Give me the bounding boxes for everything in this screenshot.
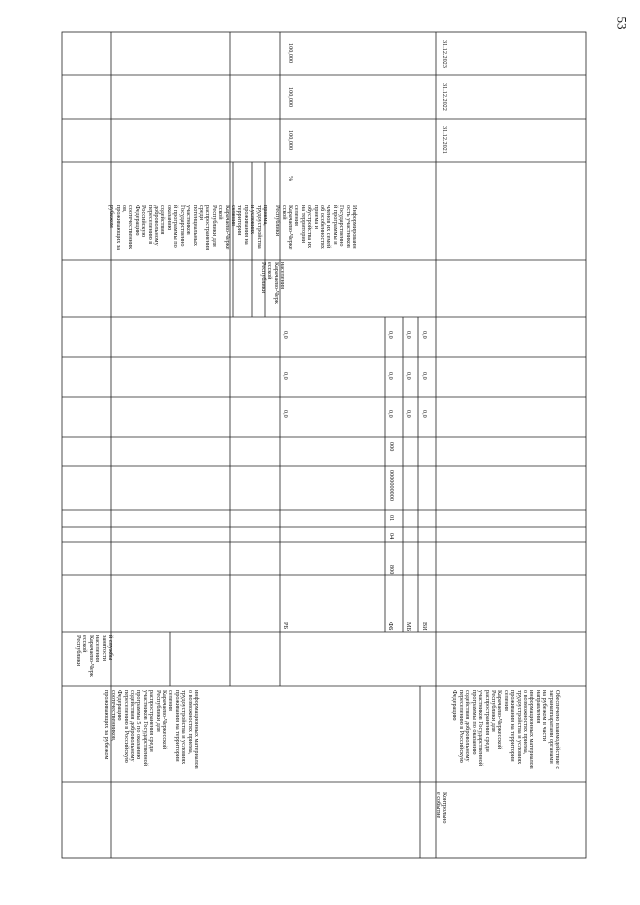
- target-2023: 100,000: [287, 43, 294, 64]
- amount-mb-2023: 0,0: [405, 331, 412, 339]
- row-a-indicator-top: приема, трудоустройства и условиях проживания на территории селения Карачаево-Черке сской Республики для распространения среди потенциальных участников Государственно й программы по оказанию содействия добровольному переселению в Российскую Федерацию соотечественник ов, проживающих за рубежом: [108, 205, 269, 251]
- source-mb: МБ: [405, 622, 412, 632]
- target-2022: 100,000: [287, 87, 294, 108]
- target-2021: 100,000: [287, 130, 294, 151]
- source-rb: РБ: [282, 622, 289, 629]
- code-rz: 04: [388, 533, 395, 540]
- source-fb: ФБ: [387, 622, 394, 631]
- source-vi: ВИ: [421, 622, 428, 631]
- date-2021: 31.12.2021: [441, 126, 448, 154]
- amount-rb-2023: 0,0: [282, 331, 289, 339]
- code-csr: 0000000000: [388, 470, 395, 501]
- amount-vi-2022: 0,0: [421, 372, 428, 380]
- amount-fb-2022: 0,0: [387, 372, 394, 380]
- code-vr: 000: [388, 442, 395, 452]
- row-a-indicator: Информированн ость участников Государственно й программы и членов их семей об особенностях приема и обустройства их на территории селения Карачаево-Черке сской Республики: [274, 205, 358, 250]
- amount-vi-2021: 0,0: [421, 410, 428, 418]
- amount-rb-2022: 0,0: [282, 372, 289, 380]
- amount-vi-2023: 0,0: [421, 331, 428, 339]
- row-a-description: информационных материалов о возможностях приема, трудоустройства и условиях проживания на территории селения Карачаево-Черкесской Республики для распространения среди участников Государственной программы 5 по оказанию содействия добровольному переселению в Российскую Федерацию соотечественников, проживающих за рубежом: [103, 690, 200, 769]
- row-a-partner: населения Карачаево-Черк есской Республики: [259, 262, 286, 304]
- row-b-description: Обеспечено взаимодействие с загранаппаратами органами на рубежом в части направления информационных материалов о возможностях приема, трудоустройства и условиях проживания на территории селения Карачаево-Черкесской Республики для распространения среди участников Государственной программы по оказанию содействия добровольному переселению в Российскую Федерацию: [451, 690, 561, 770]
- page-number: 53: [614, 16, 630, 30]
- row-a-unit: %: [287, 176, 294, 182]
- amount-fb-2021: 0,0: [387, 410, 394, 418]
- amount-fb-2023: 0,0: [387, 331, 394, 339]
- row-a-executor: й службы занятости населения Карачаево-Черк есской Республики: [74, 635, 114, 677]
- amount-mb-2021: 0,0: [405, 410, 412, 418]
- row-b-type: Контрольно е событие: [434, 792, 448, 824]
- code-pr: 01: [388, 515, 395, 522]
- date-2023: 31.12.2023: [441, 40, 448, 68]
- date-2022: 31.12.2022: [441, 83, 448, 111]
- amount-rb-2021: 0,0: [282, 410, 289, 418]
- code-grbs: 800: [388, 565, 395, 575]
- amount-mb-2022: 0,0: [405, 372, 412, 380]
